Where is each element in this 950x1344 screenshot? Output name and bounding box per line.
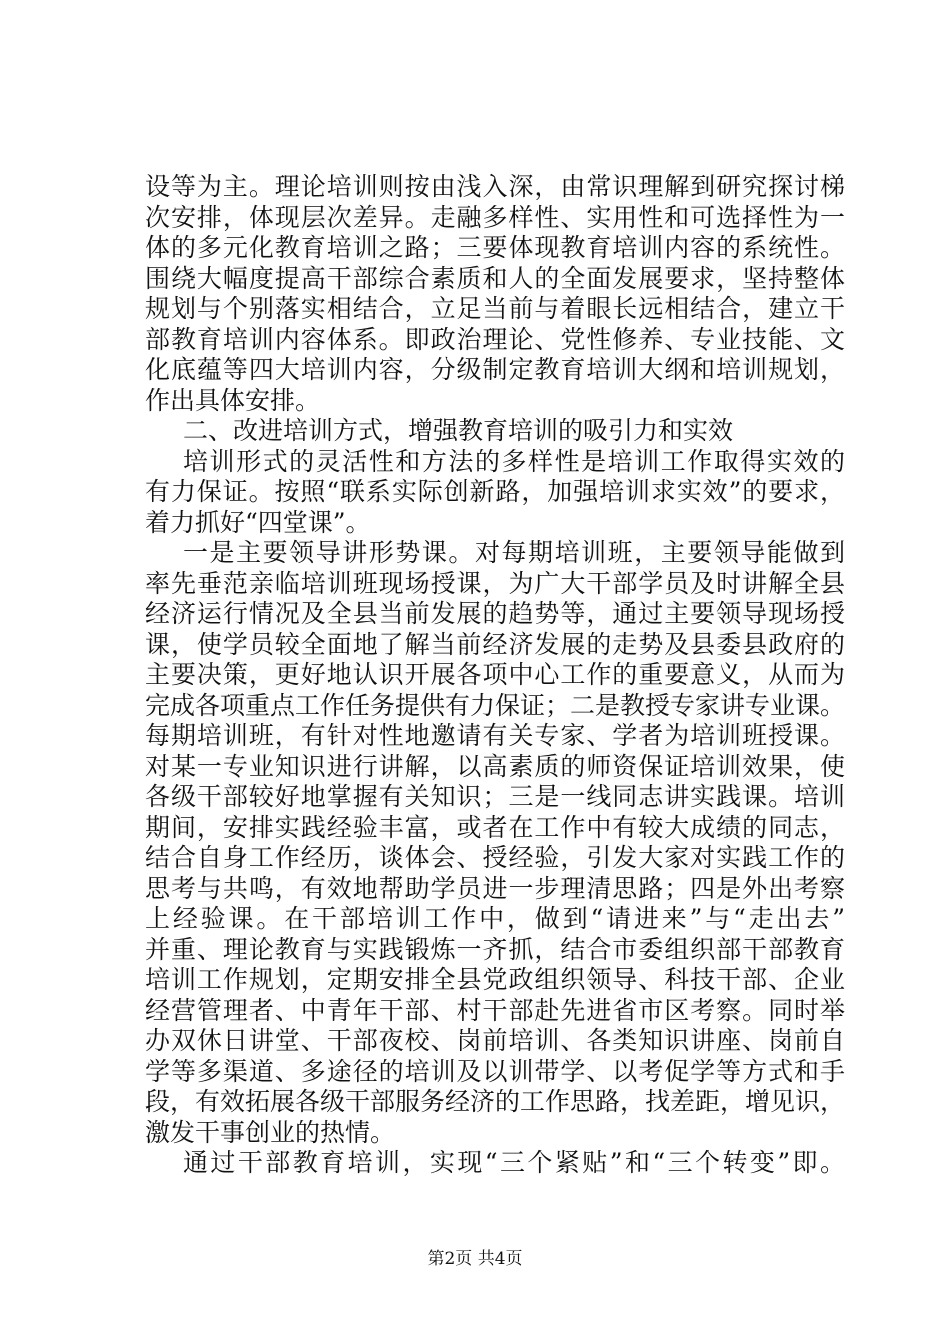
- text-line: 设等为主。理论培训则按由浅入深，由常识理解到研究探讨梯: [145, 172, 845, 201]
- text-line: 并重、理论教育与实践锻炼一齐抓，结合市委组织部干部教育: [145, 934, 845, 964]
- text-line: 通过干部教育培训，实现“三个紧贴”和“三个转变”即。: [183, 1148, 845, 1177]
- page-number-footer: 第2页 共4页: [427, 1249, 523, 1269]
- text-line: 对某一专业知识进行讲解，以高素质的师资保证培训效果，使: [145, 751, 845, 781]
- text-line: 学等多渠道、多途径的培训及以训带学、以考促学等方式和手: [145, 1056, 845, 1086]
- text-line: 结合自身工作经历，谈体会、授经验，引发大家对实践工作的: [145, 843, 845, 872]
- text-line: 上经验课。在干部培训工作中，做到“请进来”与“走出去”: [145, 904, 845, 933]
- text-line: 各级干部较好地掌握有关知识；三是一线同志讲实践课。培训: [145, 782, 845, 811]
- text-line: 段，有效拓展各级干部服务经济的工作思路，找差距，增见识，: [145, 1087, 846, 1116]
- text-line: 主要决策，更好地认识开展各项中心工作的重要意义，从而为: [145, 660, 845, 689]
- text-line: 化底蕴等四大培训内容，分级制定教育培训大纲和培训规划，: [145, 355, 845, 384]
- text-line: 率先垂范亲临培训班现场授课，为广大干部学员及时讲解全县: [145, 568, 845, 598]
- text-line: 每期培训班，有针对性地邀请有关专家、学者为培训班授课。: [145, 721, 845, 750]
- text-line: 次安排，体现层次差异。走融多样性、实用性和可选择性为一: [145, 202, 845, 232]
- text-line: 思考与共鸣，有效地帮助学员进一步理清思路；四是外出考察: [145, 873, 845, 903]
- text-line: 着力抓好“四堂课”。: [145, 507, 371, 537]
- text-line: 经济运行情况及全县当前发展的趋势等，通过主要领导现场授: [145, 599, 845, 628]
- text-line: 作出具体安排。: [145, 385, 321, 415]
- text-line: 体的多元化教育培训之路；三要体现教育培训内容的系统性。: [145, 233, 845, 262]
- text-line: 办双休日讲堂、干部夜校、岗前培训、各类知识讲座、岗前自: [145, 1026, 845, 1055]
- text-line: 期间，安排实践经验丰富，或者在工作中有较大成绩的同志，: [145, 812, 845, 842]
- text-line: 一是主要领导讲形势课。对每期培训班，主要领导能做到: [183, 538, 845, 567]
- text-line: 围绕大幅度提高干部综合素质和人的全面发展要求，坚持整体: [145, 263, 845, 293]
- text-line: 课，使学员较全面地了解当前经济发展的走势及县委县政府的: [145, 629, 845, 659]
- text-line: 规划与个别落实相结合，立足当前与着眼长远相结合，建立干: [145, 294, 845, 323]
- text-line: 完成各项重点工作任务提供有力保证；二是教授专家讲专业课。: [145, 690, 846, 720]
- text-line: 有力保证。按照“联系实际创新路，加强培训求实效”的要求，: [145, 477, 845, 506]
- text-line: 激发干事创业的热情。: [145, 1117, 396, 1147]
- section-heading: 二、改进培训方式，增强教育培训的吸引力和实效: [183, 416, 734, 445]
- text-line: 培训形式的灵活性和方法的多样性是培训工作取得实效的: [183, 446, 845, 476]
- text-line: 培训工作规划，定期安排全县党政组织领导、科技干部、企业: [145, 965, 845, 994]
- text-line: 经营管理者、中青年干部、村干部赴先进省市区考察。同时举: [145, 995, 845, 1025]
- text-line: 部教育培训内容体系。即政治理论、党性修养、专业技能、文: [145, 324, 845, 354]
- document-body: [145, 172, 845, 1179]
